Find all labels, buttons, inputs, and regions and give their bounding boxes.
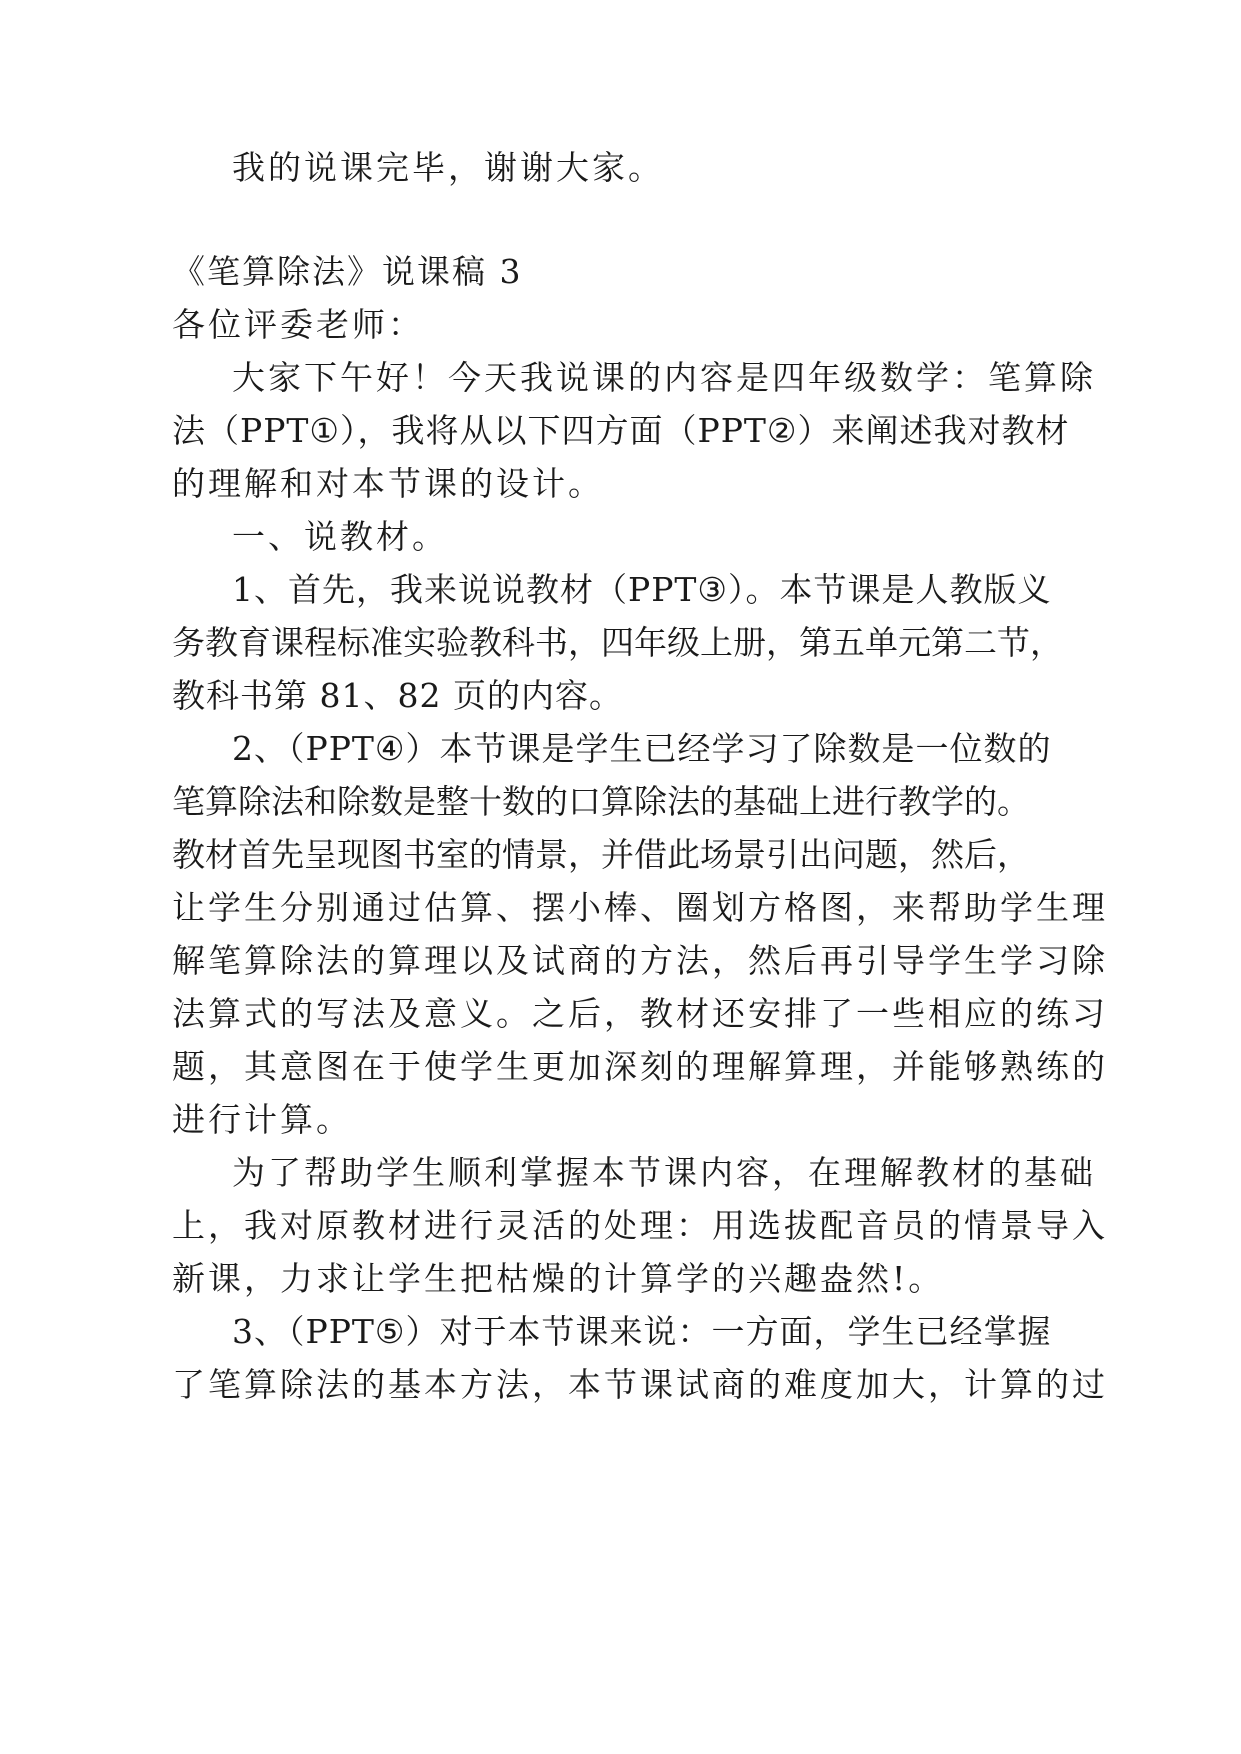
body-line: 让学生分别通过估算、摆小棒、圈划方格图，来帮助学生理 [172, 888, 1108, 927]
body-line: 解笔算除法的算理以及试商的方法，然后再引导学生学习除 [172, 941, 1108, 980]
body-line: 教科书第 81、82 页的内容。 [172, 676, 623, 715]
body-line: 2、（PPT④）本节课是学生已经学习了除数是一位数的 [232, 729, 1052, 768]
body-line: 的理解和对本节课的设计。 [172, 464, 604, 503]
body-line: 题，其意图在于使学生更加深刻的理解算理，并能够熟练的 [172, 1047, 1108, 1086]
section-heading: 一、说教材。 [232, 517, 448, 556]
body-line: 进行计算。 [172, 1100, 352, 1139]
body-line: 上，我对原教材进行灵活的处理：用选拔配音员的情景导入 [172, 1206, 1108, 1245]
salutation: 各位评委老师： [172, 305, 424, 344]
body-line: 法算式的写法及意义。之后，教材还安排了一些相应的练习 [172, 994, 1108, 1033]
body-line: 笔算除法和除数是整十数的口算除法的基础上进行教学的。 [172, 782, 1030, 821]
body-line: 法（PPT①），我将从以下四方面（PPT②）来阐述我对教材 [172, 411, 1070, 450]
body-line: 大家下午好！今天我说课的内容是四年级数学：笔算除 [232, 358, 1096, 397]
closing-line: 我的说课完毕，谢谢大家。 [232, 148, 664, 187]
body-line: 新课，力求让学生把枯燥的计算学的兴趣盎然!。 [172, 1259, 945, 1298]
section-title: 《笔算除法》说课稿 3 [172, 252, 523, 291]
body-line: 教材首先呈现图书室的情景，并借此场景引出问题，然后， [172, 835, 1030, 874]
body-line: 了笔算除法的基本方法，本节课试商的难度加大，计算的过 [172, 1365, 1108, 1404]
body-line: 为了帮助学生顺利掌握本节课内容，在理解教材的基础 [232, 1153, 1096, 1192]
body-line: 3、（PPT⑤）对于本节课来说：一方面，学生已经掌握 [232, 1312, 1052, 1351]
body-line: 1、首先，我来说说教材（PPT③）。本节课是人教版义 [232, 570, 1052, 609]
body-line: 务教育课程标准实验教科书，四年级上册，第五单元第二节， [172, 623, 1063, 662]
